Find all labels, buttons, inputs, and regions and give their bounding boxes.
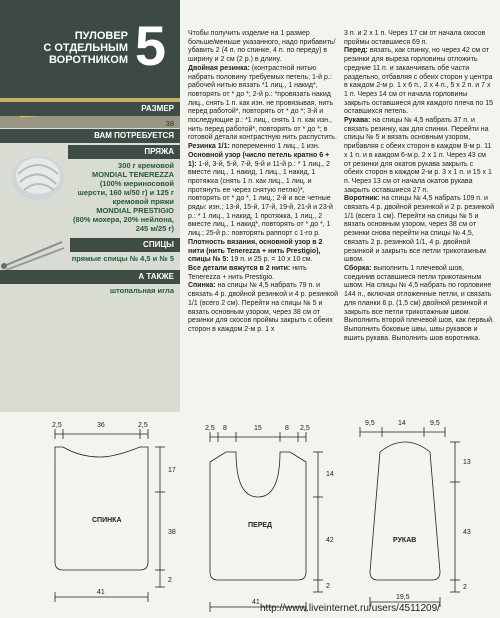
yarn-header: ПРЯЖА [68,145,180,159]
svg-text:8: 8 [223,425,227,432]
svg-text:2: 2 [168,577,172,584]
front-label: ПЕРЕД [248,522,273,529]
page-title: ПУЛОВЕР С ОТДЕЛЬНЫМ ВОРОТНИКОМ [43,30,128,66]
also-value: штопальная игла [109,286,174,295]
svg-text:17: 17 [168,467,176,474]
instructions-col-1: Чтобы получить изделие на 1 размер больше/меньше указанного, надо прибавить/убавить 2 (4 п. по спинке, 4 п. по переду) в ширину и 2 см (2 р.) в длину. Двойная резинка: (контрастной нитью набрать половину требуемых петель; 1-й р.: рабочей нитью вязать *1 лиц., 1 накид*, повторять от * до *; 2-й р.: *провязать накид лиц., снять 1 п. как изн. не провязывая, нить перед работой*, повторять от * до *; 3-й и последующие р.: *1 лиц., снять 1 п. как изн., нить перед работой*, повторять от * до *; в готовой детали контрастную нить распустить. Резинка 1/1: попеременно 1 лиц., 1 изн. Основной узор (число петель кратно 6 + 1): 1-й, 3-й, 5-й, 7-й, 9-й и 11-й р.: * 1 лиц., 2 вместе лиц., 1 накид, 1 лиц., 1 накид, 1 протяжка (снять 1 п. как лиц., 1 лиц. и протянуть ее через снятую петлю)*, повторять от * до *, 1 лиц.; 2-й и все четные ряды: изн.; 13-й, 15-й, 17-й, 19-й, 21-й и 23-й р.: * 1 лиц., 1 накид, 1 протяжка, 1 лиц., 2 вместе лиц., 1 накид*, повторять от * до *, 1 лиц.; 25-й р.: повторять раппорт с 1-го р. Плотность вязания, основной узор в 2 нити (нить Tenerezza + нить Prestigio), спицы № 5: 19 п. и 25 р. = 10 х 10 см. Все детали вяжутся в 2 нити: нить Tenerezza + нить Prestigio. Спинка: на спицы № 4,5 набрать 79 п. и связать 4 р. двойной резинкой и 4 р. резинкой 1/1 (всего 2 см). Перейти на спицы № 5 и вязать основным узором, через 38 см от резинки для скосов проймы закрыть с обеих сторон в каждом 2-м р. 1 х [188,30,338,333]
instructions-col-2: 3 п. и 2 х 1 п. Через 17 см от начала скосов проймы оставшиеся 69 п. Перед: вязать, как спинку, но через 42 см от резинки для выреза горловины отложить средние 11 п. и заканчивать обе части раздельно, отбавляя с обеих сторон у центра в каждом 2-м р. 1 х 6 п., 2 х 4 п., 5 х 2 п. и 7 х 1 п. Через 14 см от начала горловины закрыть оставшиеся для каждого плеча по 15 оставшихся петель. Рукава: на спицы № 4,5 набрать 37 п. и связать резинку, как для спинки. Перейти на спицы № 5 и вязать основным узором, прибавляя с обеих сторон в каждом 8-м р. 11 х 1 п. и в каждом 6-м р. 2 х 1 п. Через 43 см от резинки для окатов рукава закрыть с обеих сторон в каждом 2-м р. 3 х 1 п. и 15 х 1 п. Через 13 см от начала окатов рукава закрыть оставшиеся 27 п. Воротник: на спицы № 4,5 набрать 109 п. и связать 4 р. двойной резинкой и 2 р. резинкой 1/1 (всего 1 см). Перейти на спицы № 5 и вязать основным узором, через 38 см от резинки снова перейти на спицы № 4,5, связать 2 р. резинкой 1/1, 4 р. двойной резинкой и закрыть все петли трикотажным швом. Сборка: выполнить 1 плечевой шов, соединив оставшиеся петли трикотажным швом. На спицы № 4,5 набрать по горловине 144 п., включая отложенные петли, и связать для планки 6 р. (1,5 см) двойной резинкой и закрыть все петли трикотажным швом. Выполнить второй плечевой шов, как первый. Выполнить боковые швы, швы рукавов и вшить рукава. Выполнить шов воротника. [344,30,494,342]
svg-text:41: 41 [97,589,105,596]
sleeve-label: РУКАВ [393,537,417,544]
svg-text:2: 2 [326,583,330,590]
svg-text:2,5: 2,5 [300,425,310,432]
svg-text:15: 15 [254,425,262,432]
svg-text:13: 13 [463,459,471,466]
svg-text:2,5: 2,5 [52,422,62,429]
svg-text:2,5: 2,5 [138,422,148,429]
svg-text:43: 43 [463,529,471,536]
svg-text:8: 8 [285,425,289,432]
svg-text:38: 38 [168,529,176,536]
svg-text:9,5: 9,5 [365,420,375,427]
svg-text:14: 14 [326,471,334,478]
svg-text:19,5: 19,5 [396,594,410,601]
needles-value: прямые спицы № 4,5 и № 5 [71,254,174,263]
svg-text:9,5: 9,5 [430,420,440,427]
title-block [0,0,180,98]
back-label: СПИНКА [92,517,122,524]
svg-text:42: 42 [326,537,334,544]
svg-text:2,5: 2,5 [205,425,215,432]
svg-text:36: 36 [97,422,105,429]
schematics [0,412,500,618]
pattern-number: 5 [134,14,166,77]
footer-url: http://www.liveinternet.ru/users/4511209/ [260,603,440,614]
also-header: А ТАКЖЕ [0,270,180,284]
schematics-svg [0,412,500,618]
sidebar: ПУЛОВЕР С ОТДЕЛЬНЫМ ВОРОТНИКОМ 5 РАЗМЕР 38 ВАМ ПОТРЕБУЕТСЯ ПРЯЖА 300 г кремовой MONDIAL TENEREZZA (100% мериносовой шерсти, 160 м/50 г) и 125 г кремовой пряжи MONDIAL PRESTIGIO (80% мохера, 20% нейлона, 245 м/25 г) СПИЦЫ прямые спицы № 4,5 и № 5 А ТАКЖЕ штопальная игла [0,0,180,412]
svg-text:14: 14 [398,420,406,427]
needles-header: СПИЦЫ [70,238,180,252]
svg-text:41: 41 [252,599,260,606]
svg-text:2: 2 [463,584,467,591]
materials-header: ВАМ ПОТРЕБУЕТСЯ [0,129,180,143]
yarn-ball-image [8,146,68,206]
size-value: 38 [165,119,174,128]
needles-image [0,236,70,272]
size-header: РАЗМЕР [0,102,180,116]
